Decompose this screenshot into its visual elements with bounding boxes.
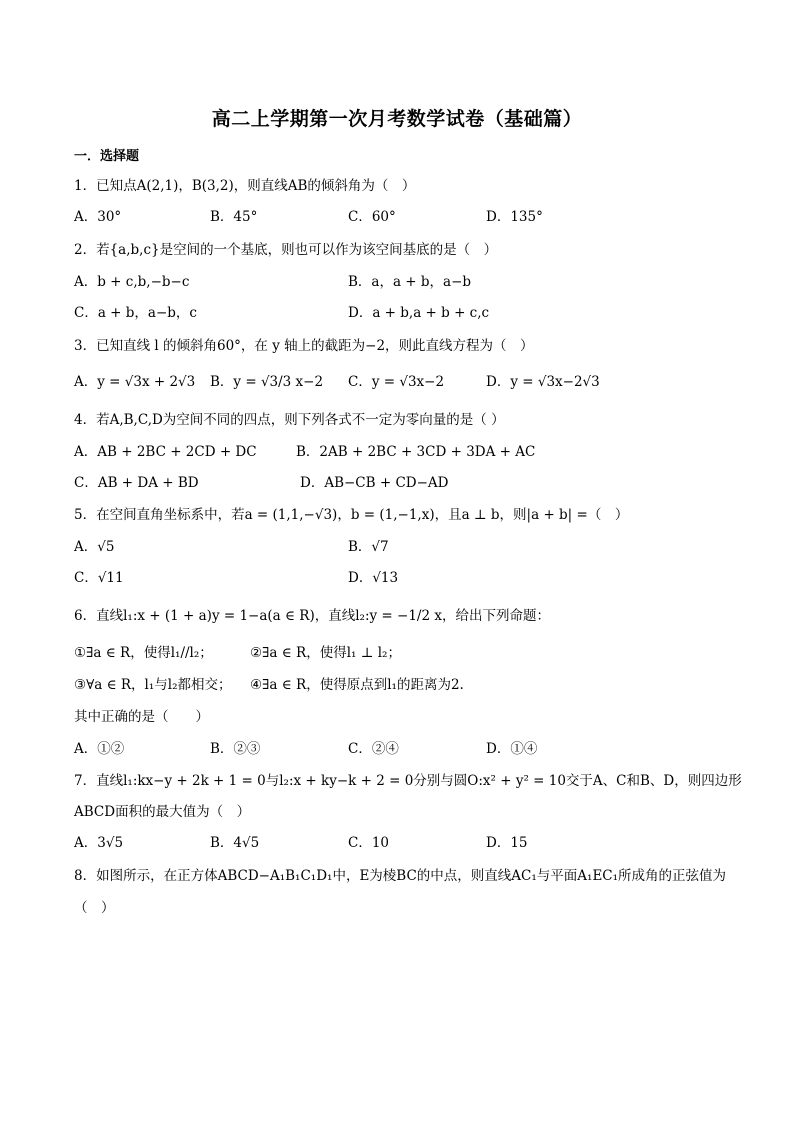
question-6-option-a: A．①②	[74, 741, 125, 757]
question-2-option-b: B．a，a + b，a−b	[348, 274, 472, 290]
question-4-stem: 4．若A,B,C,D为空间不同的四点，则下列各式不一定为零向量的是（ ）	[74, 412, 505, 428]
question-2-option-c: C．a + b，a−b，c	[74, 305, 197, 321]
question-1-option-b: B．45°	[210, 209, 258, 225]
question-7-option-d: D．15	[486, 835, 528, 851]
question-1-option-a: A．30°	[74, 209, 122, 225]
question-3-option-a: A．y = √3x + 2√3	[74, 374, 196, 390]
question-4-option-a: A．AB + 2BC + 2CD + DC	[74, 444, 257, 460]
question-1-option-c: C．60°	[348, 209, 396, 225]
question-5-stem: 5．在空间直角坐标系中，若a = (1,1,−√3)，b = (1,−1,x)，且a ⊥ b，则|a + b| =（ ）	[74, 507, 629, 523]
question-6-stem: 6．直线l₁:x + (1 + a)y = 1−a(a ∈ R)，直线l₂:y = −1/2 x，给出下列命题：	[74, 608, 550, 624]
question-6-option-d: D．①④	[486, 741, 538, 757]
question-1-stem: 1．已知点A(2,1)，B(3,2)，则直线AB的倾斜角为（ ）	[74, 178, 416, 194]
question-6-option-b: B．②③	[210, 741, 261, 757]
question-5-option-c: C．√11	[74, 570, 124, 586]
question-2-stem: 2．若{a,b,c}是空间的一个基底，则也可以作为该空间基底的是（ ）	[74, 242, 498, 258]
question-8-stem-line2: （ ）	[74, 900, 115, 916]
question-1-option-d: D．135°	[486, 209, 543, 225]
question-7-option-c: C．10	[348, 835, 390, 851]
question-7-stem-line2: ABCD面积的最大值为（ ）	[74, 804, 251, 820]
question-4-option-c: C．AB + DA + BD	[74, 475, 199, 491]
question-4-option-d: D．AB−CB + CD−AD	[300, 475, 449, 491]
question-5-option-b: B．√7	[348, 539, 389, 555]
question-7-stem-line1: 7．直线l₁:kx−y + 2k + 1 = 0与l₂:x + ky−k + 2 = 0分别与圆O:x² + y² = 10交于A、C和B、D，则四边形	[74, 773, 742, 789]
question-7-option-a: A．3√5	[74, 835, 124, 851]
question-5-option-a: A．√5	[74, 539, 115, 555]
question-3-option-b: B．y = √3/3 x−2	[210, 374, 324, 390]
question-5-option-d: D．√13	[348, 570, 399, 586]
question-6-proposition-1: ①∃a ∈ R，使得l₁//l₂；	[74, 645, 213, 661]
question-3-stem: 3．已知直线 l 的倾斜角60°，在 y 轴上的截距为−2，则此直线方程为（ ）	[74, 338, 534, 354]
question-8-stem-line1: 8．如图所示，在正方体ABCD−A₁B₁C₁D₁中，E为棱BC的中点，则直线AC₁与平面A₁EC₁所成角的正弦值为	[74, 868, 727, 884]
question-6-ask: 其中正确的是（ ）	[74, 709, 209, 725]
question-6-proposition-2: ②∃a ∈ R，使得l₁ ⊥ l₂；	[250, 645, 401, 661]
question-4-option-b: B．2AB + 2BC + 3CD + 3DA + AC	[296, 444, 536, 460]
question-6-proposition-3: ③∀a ∈ R，l₁与l₂都相交；	[74, 677, 232, 693]
question-6-option-c: C．②④	[348, 741, 399, 757]
question-3-option-d: D．y = √3x−2√3	[486, 374, 600, 390]
question-2-option-d: D．a + b,a + b + c,c	[348, 305, 490, 321]
question-2-option-a: A．b + c,b,−b−c	[74, 274, 190, 290]
question-7-option-b: B．4√5	[210, 835, 260, 851]
page-title: 高二上学期第一次月考数学试卷（基础篇）	[211, 108, 583, 130]
question-3-option-c: C．y = √3x−2	[348, 374, 445, 390]
question-6-proposition-4: ④∃a ∈ R，使得原点到l₁的距离为2.	[250, 677, 464, 693]
section-heading: 一．选择题	[74, 149, 140, 164]
